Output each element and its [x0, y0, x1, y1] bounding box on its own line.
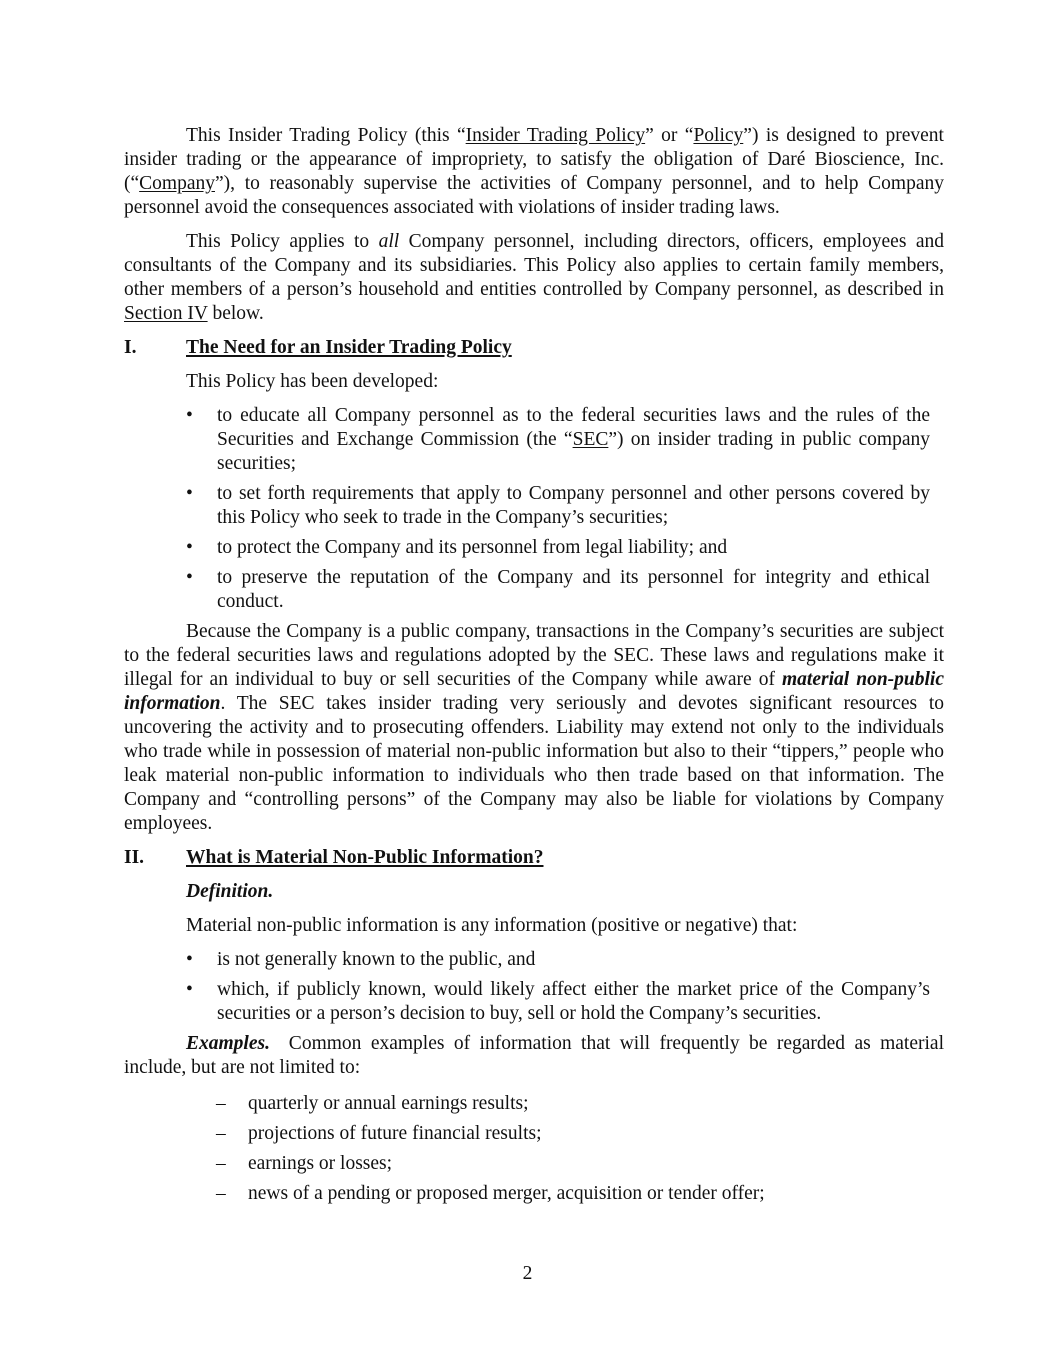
list-item: • to set forth requirements that apply to Company personnel and other persons covered by this Policy who seek to trade in the Company’s securities; [186, 483, 930, 528]
bullet-icon: • [186, 405, 193, 426]
definition-subheading: Definition. [186, 881, 274, 902]
section-iv-reference: Section IV [124, 303, 208, 324]
list-item: • which, if publicly known, would likely affect either the market price of the Company’s securities or a person’s decision to buy, sell or hold the Company’s securities. [186, 979, 930, 1024]
list-item: – quarterly or annual earnings results; [216, 1093, 529, 1114]
dash-icon: – [216, 1183, 226, 1204]
defined-term-insider-trading-policy: Insider Trading Policy [465, 125, 646, 146]
bullet-icon: • [186, 537, 193, 558]
emphasis-all: all [378, 231, 400, 252]
examples-paragraph: Examples. Common examples of information that will frequently be regarded as material include, but are not limited to: [124, 1033, 949, 1078]
list-item: • to protect the Company and its personnel from legal liability; and [186, 537, 728, 558]
section-2-number: II. [124, 847, 145, 868]
section-1-number: I. [124, 337, 137, 358]
section-1-bullet-list [186, 404, 930, 614]
examples-dash-list [216, 1092, 944, 1206]
list-item: • is not generally known to the public, and [186, 949, 536, 970]
defined-term-policy: Policy [693, 125, 744, 146]
dash-icon: – [216, 1123, 226, 1144]
definition-text: Material non-public information is any information (positive or negative) that: [186, 915, 798, 936]
intro-paragraph-1: This Insider Trading Policy (this “Insider Trading Policy” or “Policy”) is designed to prevent insider trading or the appearance of impropriety, to satisfy the obligation of Daré Bioscience, Inc. (“Company”), to reasonably supervise the activities of Company personnel, and to help Company personnel avoid the consequences associated with violations of insider trading laws. [124, 125, 944, 218]
page-number: 2 [522, 1263, 533, 1284]
bullet-icon: • [186, 567, 193, 588]
examples-label: Examples. [186, 1033, 270, 1054]
list-item: – news of a pending or proposed merger, acquisition or tender offer; [216, 1183, 765, 1204]
list-item: – projections of future financial results; [216, 1123, 542, 1144]
list-item: • to educate all Company personnel as to the federal securities laws and the rules of the Securities and Exchange Commission (the “SEC”) on insider trading in public company securities; [186, 405, 930, 474]
bullet-icon: • [186, 949, 193, 970]
dash-icon: – [216, 1153, 226, 1174]
section-1-lead: This Policy has been developed: [186, 371, 439, 392]
bullet-icon: • [186, 483, 193, 504]
bullet-icon: • [186, 979, 193, 1000]
section-2-title: What is Material Non-Public Information? [186, 847, 544, 868]
defined-term-sec: SEC [572, 429, 609, 450]
dash-icon: – [216, 1093, 226, 1114]
definition-bullet-list [186, 948, 930, 1026]
list-item: – earnings or losses; [216, 1153, 393, 1174]
section-2-heading [124, 846, 944, 870]
list-item: • to preserve the reputation of the Company and its personnel for integrity and ethical conduct. [186, 567, 930, 612]
section-1-heading [124, 336, 944, 360]
section-1-title: The Need for an Insider Trading Policy [186, 337, 512, 358]
section-1-paragraph: Because the Company is a public company, transactions in the Company’s securities are subject to the federal securities laws and regulations adopted by the SEC. These laws and regulations make it illegal for an individual to buy or sell securities of the Company while aware of material non-public information. The SEC takes insider trading very seriously and devotes significant resources to uncovering the activity and to prosecuting offenders. Liability may extend not only to the individuals who trade while in possession of material non-public information but also to their “tippers,” people who leak material non-public information to individuals who then trade based on that information. The Company and “controlling persons” of the Company may also be liable for violations by Company employees. [124, 621, 944, 834]
emphasis-material-non-public-information: material non-public information [124, 669, 944, 714]
intro-paragraph-2: This Policy applies to all Company personnel, including directors, officers, employees and consultants of the Company and its subsidiaries. This Policy also applies to certain family members, other members of a person’s household and entities controlled by Company personnel, as described in Section IV below. [124, 231, 945, 324]
document-page [124, 124, 949, 1212]
defined-term-company: Company [139, 173, 215, 194]
